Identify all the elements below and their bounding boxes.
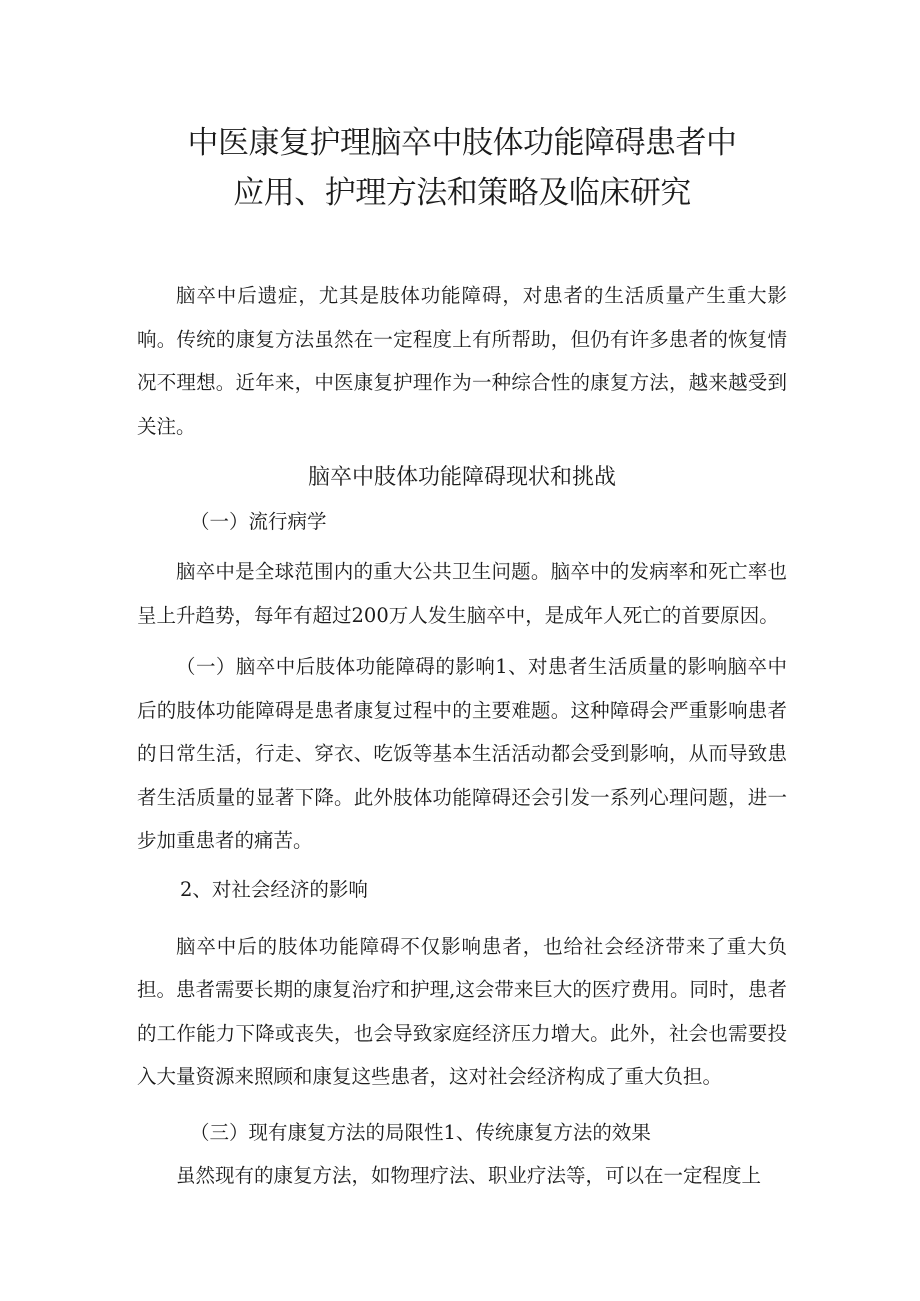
title-line-1: 中医康复护理脑卒中肢体功能障碍患者中 (187, 125, 737, 161)
title-line-2: 应用、护理方法和策略及临床研究 (233, 175, 691, 211)
item-heading-economy: 2、对社会经济的影响 (180, 877, 368, 901)
epidemiology-paragraph: 脑卒中是全球范围内的重大公共卫生问题。脑卒中的发病率和死亡率也呈上升趋势，每年有超过200万人发生脑卒中，是成年人死亡的首要原因。 (137, 560, 787, 627)
section-heading: 脑卒中肢体功能障碍现状和挑战 (307, 465, 616, 490)
document-title (137, 118, 787, 218)
economy-paragraph: 脑卒中后的肢体功能障碍不仅影响患者，也给社会经济带来了重大负担。患者需要长期的康复治疗和护理,这会带来巨大的医疗费用。同时，患者的工作能力下降或丧失，也会导致家庭经济压力增大。此外，社会也需要投入大量资源来照顾和康复这些患者，这对社会经济构成了重大负担。 (137, 934, 787, 1088)
impact-paragraph: （一）脑卒中后肢体功能障碍的影响1、对患者生活质量的影响脑卒中后的肢体功能障碍是患者康复过程中的主要难题。这种障碍会严重影响患者的日常生活，行走、穿衣、吃饭等基本生活活动都会受到影响，从而导致患者生活质量的显著下降。此外肢体功能障碍还会引发一系列心理问题，进一步加重患者的痛苦。 (137, 655, 787, 852)
subsection-heading-epidemiology: （一）流行病学 (190, 510, 327, 533)
intro-paragraph: 脑卒中后遗症，尤其是肢体功能障碍，对患者的生活质量产生重大影响。传统的康复方法虽然在一定程度上有所帮助，但仍有许多患者的恢复情况不理想。近年来，中医康复护理作为一种综合性的康复方法，越来越受到关注。 (137, 284, 787, 438)
subsection-heading-limitations: （三）现有康复方法的局限性1、传统康复方法的效果 (190, 1120, 651, 1144)
limitations-paragraph: 虽然现有的康复方法，如物理疗法、职业疗法等，可以在一定程度上 (176, 1163, 762, 1187)
